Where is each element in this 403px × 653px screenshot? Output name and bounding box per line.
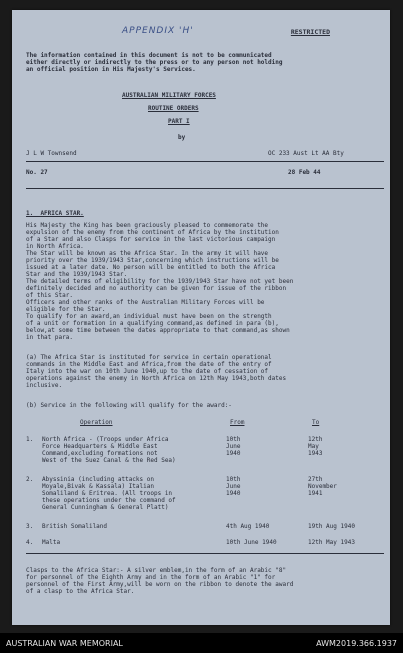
order-number: No. 27 — [26, 169, 48, 176]
unit-name: OC 233 Aust Lt AA Bty — [268, 150, 344, 157]
row-from-line: 10th June 1940 — [226, 539, 277, 546]
row-to-line: 1941 — [308, 490, 323, 497]
row-operation-line: North Africa - (Troops under Africa — [42, 436, 169, 443]
notice-line-3: an official position in His Majesty's Services. — [26, 66, 196, 73]
row-from-line: 4th Aug 1940 — [226, 523, 270, 530]
para-a-line: (a) The Africa Star is instituted for service in certain operational — [26, 354, 272, 361]
para-a-line: Italy into the war on 10th June 1940,up to the date of cessation of — [26, 368, 269, 375]
body-line: Officers and other ranks of the Australian Military Forces will be — [26, 299, 265, 306]
clasps-line: Clasps to the Africa Star:- A silver emblem,in the form of an Arabic "8" — [26, 567, 287, 574]
column-header-to: To — [312, 419, 320, 426]
body-line: The detailed terms of eligibility for the 1939/1943 Star have not yet been — [26, 278, 294, 285]
notice-line-1: The information contained in this document is not to be communicated — [26, 52, 272, 59]
divider-bottom — [26, 188, 384, 189]
row-to-line: 19th Aug 1940 — [308, 523, 355, 530]
body-line: in that para. — [26, 334, 73, 341]
para-a-line: operations against the enemy in North Africa on 12th May 1943,both dates — [26, 375, 287, 382]
clasps-line: for personnel of the Eighth Army and in the form of an Arabic "1" for — [26, 574, 276, 581]
divider-top — [26, 161, 384, 162]
row-from-line: June — [226, 483, 241, 490]
heading-part: PART I — [168, 118, 190, 125]
para-a-line: inclusive. — [26, 382, 63, 389]
divider-table — [26, 553, 384, 554]
row-from-line: 10th — [226, 476, 241, 483]
row-operation-line: West of the Suez Canal & the Red Sea) — [42, 457, 176, 464]
row-operation-line: Moyale,Bivak & Kassala) Italian — [42, 483, 154, 490]
row-number: 2. — [26, 476, 34, 483]
heading-forces: AUSTRALIAN MILITARY FORCES — [122, 92, 216, 99]
row-number: 1. — [26, 436, 34, 443]
row-to-line: 1943 — [308, 450, 323, 457]
row-to-line: 27th — [308, 476, 323, 483]
row-number: 3. — [26, 523, 34, 530]
row-operation-line: Command,excluding formations not — [42, 450, 158, 457]
clasps-line: of a clasp to the Africa Star. — [26, 588, 135, 595]
body-line: of this Star. — [26, 292, 73, 299]
body-line: of a unit or formation in a qualifying command,as defined in para (b), — [26, 320, 279, 327]
body-line: in North Africa. — [26, 243, 84, 250]
body-line: priority over the 1939/1943 Star,concerning which instructions will be — [26, 257, 279, 264]
document-page — [12, 10, 390, 625]
body-line: His Majesty the King has been graciously pleased to commemorate the — [26, 222, 269, 229]
order-date: 28 Feb 44 — [288, 169, 321, 176]
body-line: To qualify for an award,an individual must have been on the strength — [26, 313, 272, 320]
row-operation-line: General Cunningham & General Platt) — [42, 504, 169, 511]
row-to-line: November — [308, 483, 337, 490]
row-from-line: 10th — [226, 436, 241, 443]
row-operation-line: British Somaliland — [42, 523, 108, 530]
archive-name: AUSTRALIAN WAR MEMORIAL — [6, 639, 123, 648]
author-name: J L W Townsend — [26, 150, 77, 157]
row-to-line: 12th — [308, 436, 323, 443]
heading-by: by — [178, 134, 186, 141]
body-line: issued at a later date. No person will be entitled to both the Africa — [26, 264, 276, 271]
appendix-handwritten-note: APPENDIX 'H' — [122, 26, 194, 36]
body-line: Star and the 1939/1943 Star. — [26, 271, 128, 278]
archive-footer — [0, 633, 403, 653]
archive-id: AWM2019.366.1937 — [316, 639, 397, 648]
body-line: eligible for the Star. — [26, 306, 106, 313]
row-from-line: June — [226, 443, 241, 450]
row-to-line: May — [308, 443, 319, 450]
body-line: definitely decided and no authority can be given for issue of the ribbon — [26, 285, 287, 292]
column-header-from: From — [230, 419, 245, 426]
clasps-line: personnel of the First Army,will be worn on the ribbon to denote the award — [26, 581, 294, 588]
body-line: below,at some time between the dates appropriate to that command,as shown — [26, 327, 290, 334]
restricted-stamp: RESTRICTED — [290, 28, 330, 36]
para-b: (b) Service in the following will qualify for the award:- — [26, 402, 232, 409]
row-operation-line: Abyssinia (including attacks on — [42, 476, 154, 483]
body-line: expulsion of the enemy from the continent of Africa by the institution — [26, 229, 279, 236]
body-line: The Star will be known as the Africa Star. In the army it will have — [26, 250, 269, 257]
row-to-line: 12th May 1943 — [308, 539, 355, 546]
row-from-line: 1940 — [226, 490, 241, 497]
notice-line-2: either directly or indirectly to the press or to any person not holding — [26, 59, 283, 66]
para-a-line: commands in the Middle East and Africa,from the date of the entry of — [26, 361, 272, 368]
row-number: 4. — [26, 539, 34, 546]
row-from-line: 1940 — [226, 450, 241, 457]
row-operation-line: Malta — [42, 539, 61, 546]
body-line: of a Star and also Clasps for service in the last victorious campaign — [26, 236, 276, 243]
section-title: 1. AFRICA STAR. — [26, 210, 84, 217]
row-operation-line: these operations under the command of — [42, 497, 176, 504]
heading-routine-orders: ROUTINE ORDERS — [148, 105, 199, 112]
column-header-operation: Operation — [80, 419, 113, 426]
row-operation-line: Force Headquarters & Middle East — [42, 443, 158, 450]
row-operation-line: Somaliland & Eritrea. (All troops in — [42, 490, 173, 497]
